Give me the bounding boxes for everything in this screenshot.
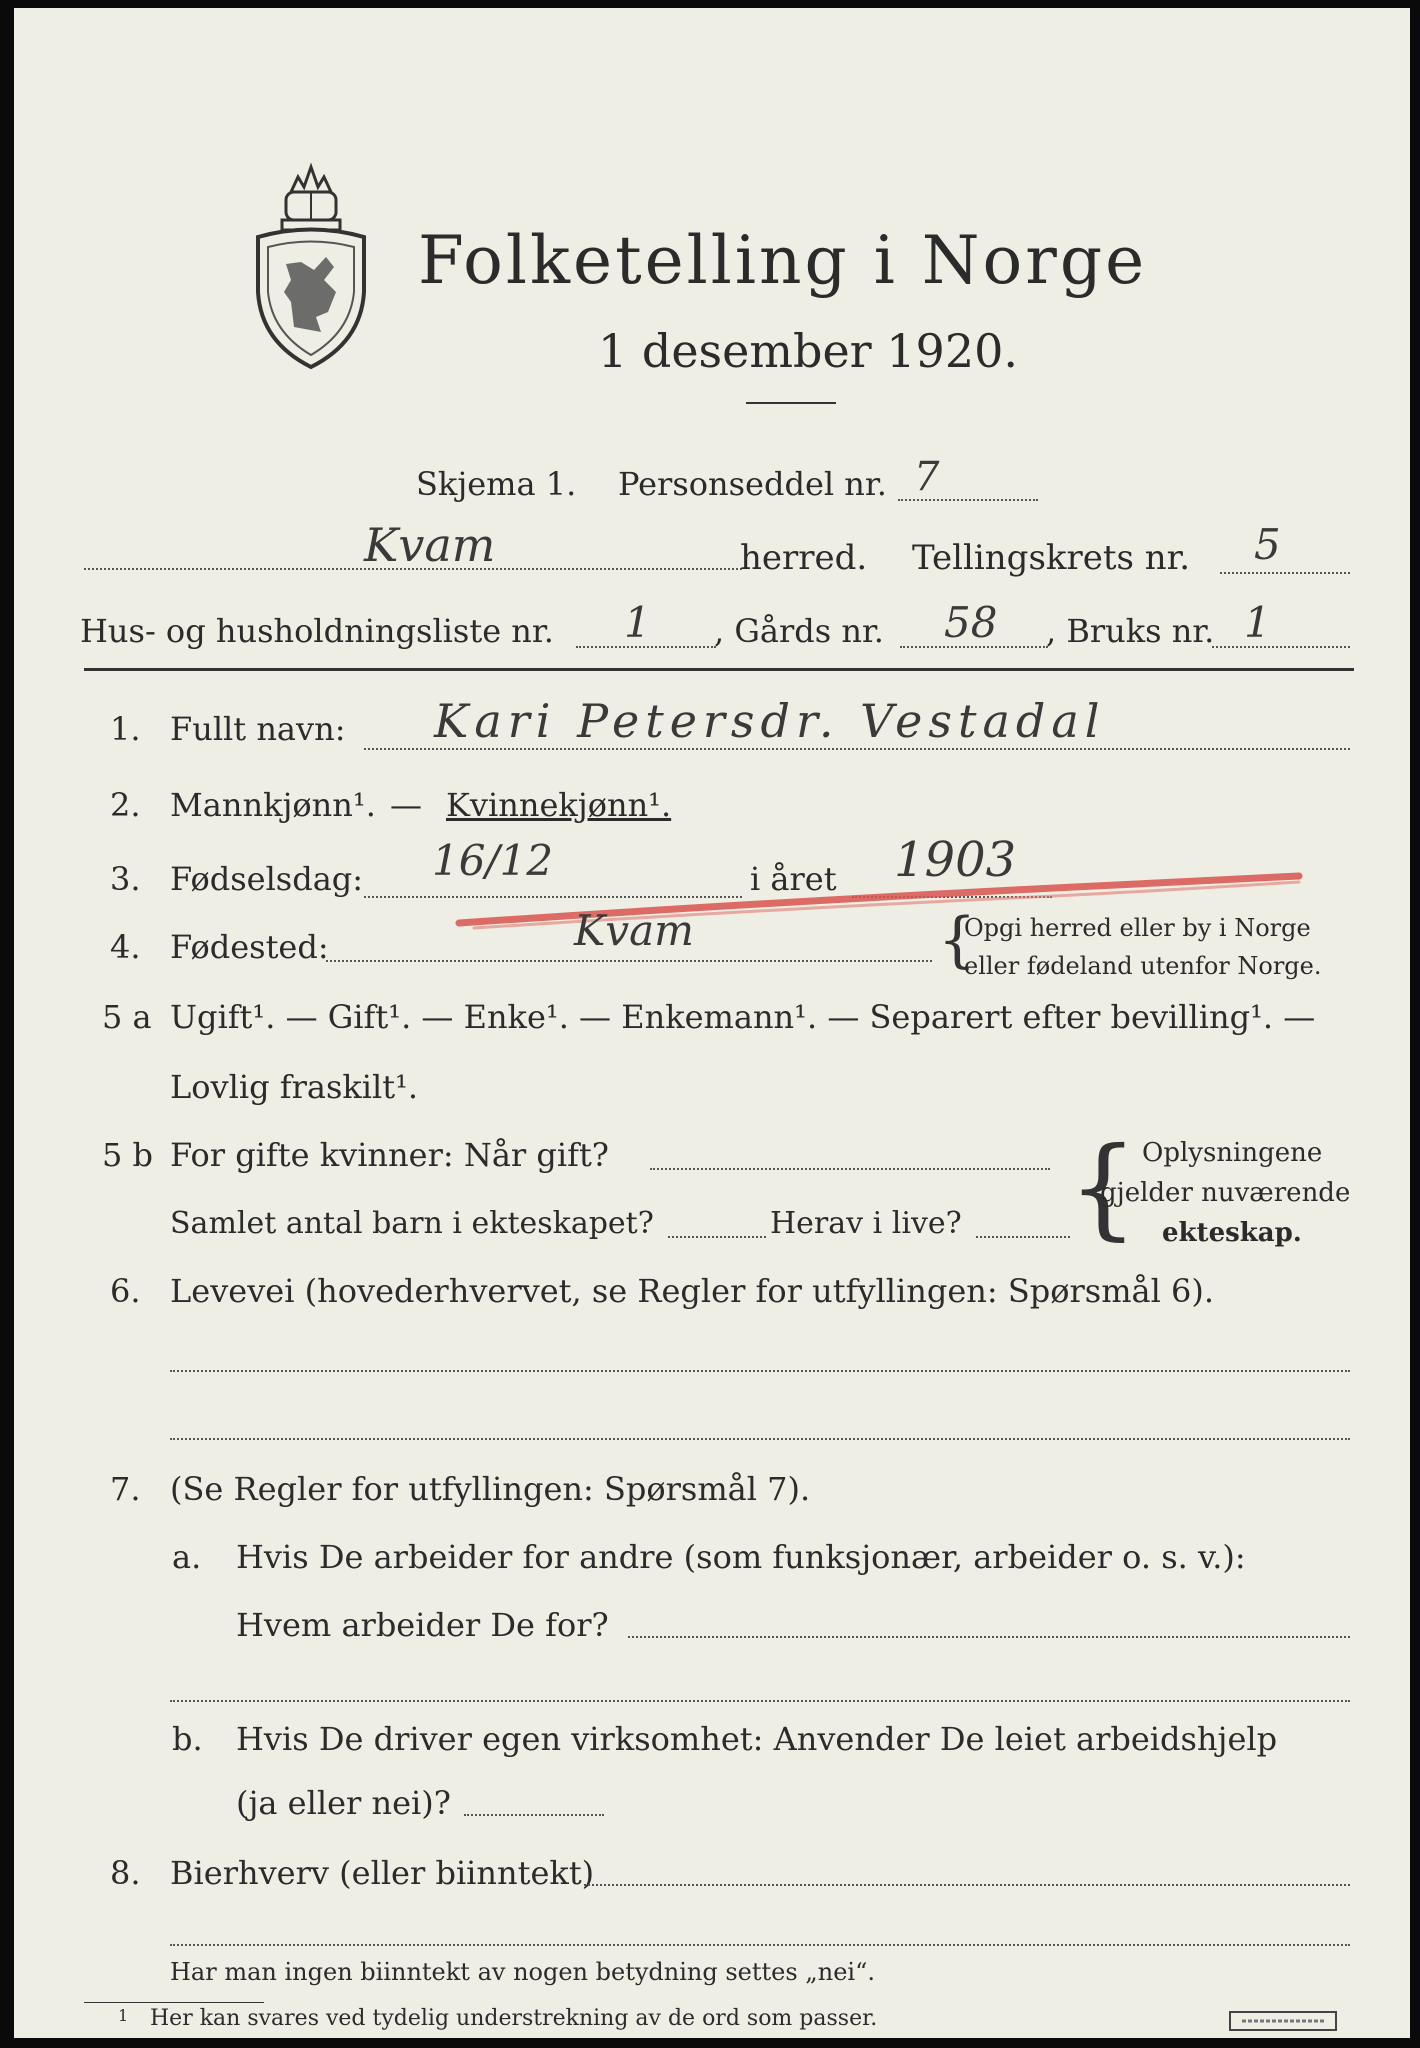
q5b-number: 5 b [102,1136,154,1174]
birthday-value: 16/12 [432,836,554,885]
marriage-note-line1: Oplysningene [1142,1138,1323,1168]
full-name-field[interactable] [364,748,1350,750]
children-alive-field[interactable] [976,1236,1070,1238]
footnote-text: Her kan svares ved tydelig understrekning av de ord som passer. [150,2006,878,2031]
q7a-letter: a. [172,1538,202,1576]
gender-female-option[interactable]: Kvinnekjønn¹. [446,786,672,824]
q7a-line1: Hvis De arbeider for andre (som funksjonær, arbeider o. s. v.): [236,1538,1246,1576]
q1-label: Fullt navn: [170,710,346,748]
q7-label: (Se Regler for utfyllingen: Spørsmål 7). [170,1470,811,1508]
birthplace-value: Kvam [574,906,694,955]
tellingskrets-value: 5 [1254,520,1281,569]
birth-year-label: i året [750,860,837,898]
census-form-sheet [14,8,1410,2038]
header-divider [84,668,1354,671]
employer-field[interactable] [628,1636,1350,1638]
birthplace-note-brace: { [938,905,977,975]
tellingskrets-label: Tellingskrets nr. [912,538,1191,578]
gender-dash: — [390,786,422,824]
bruks-label: , Bruks nr. [1046,612,1215,650]
hired-help-label: (ja eller nei)? [236,1784,451,1822]
title-divider [746,402,836,404]
herred-value: Kvam [364,518,496,572]
personseddel-label: Personseddel nr. [618,465,887,503]
full-name-value: Kari Petersdr. Vestadal [434,694,1106,748]
q4-number: 4. [110,928,141,966]
gards-label: , Gårds nr. [714,612,884,650]
q6-number: 6. [110,1272,141,1310]
occupation-label: Levevei (hovederhvervet, se Regler for utfyllingen: Spørsmål 6). [170,1272,1215,1310]
skjema-label: Skjema 1. [416,465,577,503]
occupation-field-line2[interactable] [170,1438,1350,1440]
employer-field-line2[interactable] [170,1700,1350,1702]
q3-label: Fødselsdag: [170,860,364,898]
q1-number: 1. [110,710,141,748]
q8-number: 8. [110,1854,141,1892]
employer-label: Hvem arbeider De for? [236,1606,609,1644]
birthplace-field[interactable] [326,960,932,962]
personseddel-value: 7 [914,454,940,500]
side-income-label: Bierhverv (eller biinntekt) [170,1854,595,1892]
side-income-field-line2[interactable] [170,1944,1350,1946]
marriage-note-line3: ekteskap. [1162,1218,1302,1248]
occupation-field-line1[interactable] [170,1370,1350,1372]
marriage-note-brace: { [1068,1123,1138,1251]
q3-number: 3. [110,860,141,898]
q7-number: 7. [110,1470,141,1508]
civil-status-divorced-option[interactable]: Lovlig fraskilt¹. [170,1068,419,1106]
marriage-note-line2: gjelder nuværende [1100,1178,1351,1208]
children-count-label: Samlet antal barn i ekteskapet? [170,1206,654,1241]
q5a-number: 5 a [102,998,152,1036]
birthplace-note-line1: Opgi herred eller by i Norge [964,914,1311,942]
children-alive-label: Herav i live? [770,1206,962,1241]
hus-value: 1 [624,598,651,647]
side-income-note: Har man ingen biinntekt av nogen betydning settes „nei“. [170,1958,875,1986]
norwegian-coat-of-arms-icon [246,152,376,372]
hired-help-field[interactable] [464,1814,604,1816]
bruks-field[interactable] [1212,646,1350,648]
children-count-field[interactable] [668,1236,766,1238]
census-date: 1 desember 1920. [598,324,1018,378]
printer-stamp-icon [1228,2010,1338,2032]
footnote-mark: 1 [118,2006,129,2025]
bruks-value: 1 [1244,598,1271,647]
birth-year-value: 1903 [894,832,1017,888]
form-title: Folketelling i Norge [418,222,1148,299]
gender-male-option[interactable]: Mannkjønn¹. [170,786,376,824]
when-married-label: For gifte kvinner: Når gift? [170,1136,609,1174]
when-married-field[interactable] [650,1168,1050,1170]
gards-value: 58 [944,598,998,647]
herred-label: herred. [740,538,868,578]
hus-label: Hus- og husholdningsliste nr. [80,612,554,650]
q2-number: 2. [110,786,141,824]
civil-status-options[interactable]: Ugift¹. — Gift¹. — Enke¹. — Enkemann¹. — Separert efter bevilling¹. — [170,998,1316,1036]
q4-label: Fødested: [170,928,329,966]
footnote-divider [84,2002,264,2003]
tellingskrets-field[interactable] [1220,572,1350,574]
q7b-letter: b. [172,1720,203,1758]
birthplace-note-line2: eller fødeland utenfor Norge. [964,952,1322,980]
side-income-field[interactable] [584,1884,1350,1886]
q7b-line1: Hvis De driver egen virksomhet: Anvender De leiet arbeidshjelp [236,1720,1278,1758]
